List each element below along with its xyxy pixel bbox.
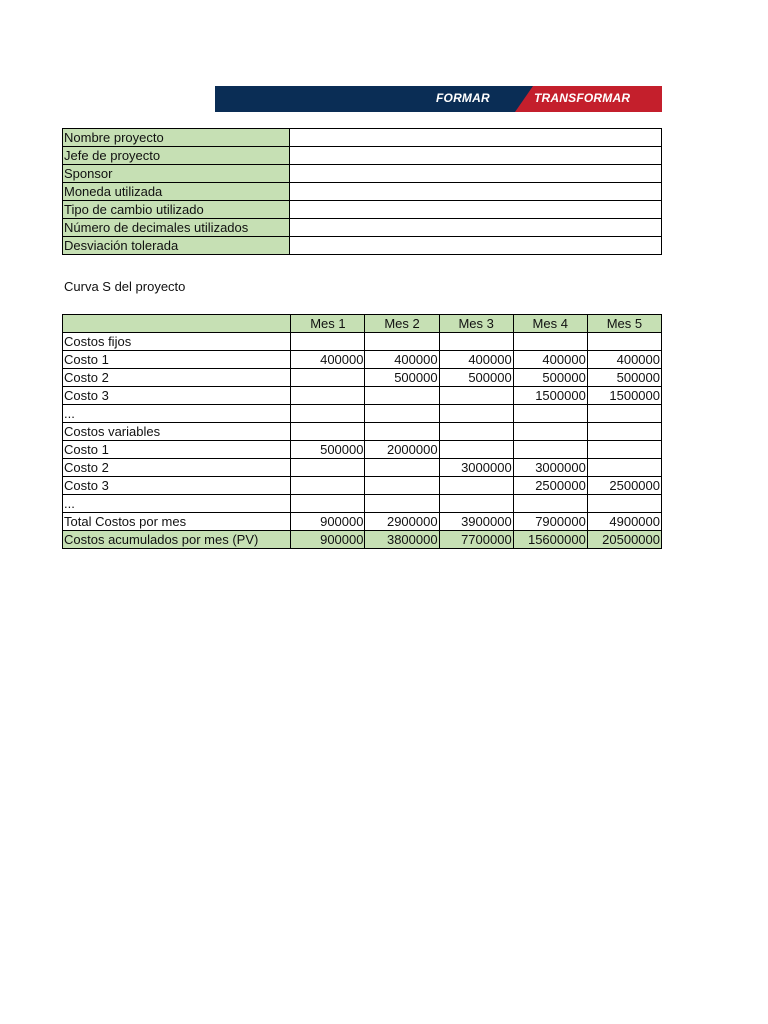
value-cell[interactable] (439, 405, 513, 423)
row-label-cell[interactable]: Costo 2 (63, 369, 291, 387)
value-cell[interactable]: 400000 (513, 351, 587, 369)
value-cell[interactable] (439, 495, 513, 513)
value-cell[interactable] (587, 333, 661, 351)
value-cell[interactable] (291, 423, 365, 441)
value-cell[interactable] (365, 459, 439, 477)
value-cell[interactable]: 4900000 (587, 513, 661, 531)
value-cell[interactable] (291, 459, 365, 477)
value-cell[interactable]: 7700000 (439, 531, 513, 549)
value-cell[interactable]: 400000 (365, 351, 439, 369)
info-row-jefe-de-proyecto (63, 147, 662, 165)
value-cell[interactable] (439, 423, 513, 441)
header-row (63, 315, 662, 333)
info-label: Nombre proyecto (63, 129, 290, 147)
value-cell[interactable]: 900000 (291, 531, 365, 549)
row-label-cell[interactable]: Total Costos por mes (63, 513, 291, 531)
info-row-nombre-proyecto (63, 129, 662, 147)
value-cell[interactable] (291, 387, 365, 405)
value-cell[interactable] (365, 405, 439, 423)
value-cell[interactable] (587, 495, 661, 513)
row-label-cell[interactable]: ... (63, 495, 291, 513)
row-label-cell[interactable]: Costo 2 (63, 459, 291, 477)
row-label-cell[interactable]: Costo 3 (63, 477, 291, 495)
month-header-cell: Mes 4 (513, 315, 587, 333)
value-cell[interactable] (291, 495, 365, 513)
value-cell[interactable] (513, 333, 587, 351)
row-label-cell[interactable]: ... (63, 405, 291, 423)
table-row (63, 441, 662, 459)
value-cell[interactable] (513, 441, 587, 459)
banner-formar-text: FORMAR (436, 91, 490, 105)
info-label: Tipo de cambio utilizado (63, 201, 290, 219)
info-value-cell[interactable] (290, 237, 662, 255)
value-cell[interactable]: 20500000 (587, 531, 661, 549)
value-cell[interactable] (365, 387, 439, 405)
row-label-cell[interactable]: Costos acumulados por mes (PV) (63, 531, 291, 549)
info-value-cell[interactable] (290, 147, 662, 165)
value-cell[interactable] (439, 477, 513, 495)
info-value-cell[interactable] (290, 201, 662, 219)
table-row (63, 531, 662, 549)
value-cell[interactable] (587, 405, 661, 423)
value-cell[interactable]: 7900000 (513, 513, 587, 531)
value-cell[interactable] (439, 441, 513, 459)
value-cell[interactable]: 1500000 (587, 387, 661, 405)
value-cell[interactable] (365, 495, 439, 513)
banner-transformar-text: TRANSFORMAR (534, 91, 631, 105)
table-row (63, 369, 662, 387)
value-cell[interactable]: 500000 (587, 369, 661, 387)
project-info-table (62, 128, 662, 255)
header-banner (215, 86, 662, 112)
table-row (63, 333, 662, 351)
table-row (63, 405, 662, 423)
value-cell[interactable]: 500000 (513, 369, 587, 387)
value-cell[interactable] (513, 405, 587, 423)
info-label: Jefe de proyecto (63, 147, 290, 165)
value-cell[interactable]: 500000 (291, 441, 365, 459)
value-cell[interactable] (291, 333, 365, 351)
info-row-tipo-de-cambio (63, 201, 662, 219)
month-header-cell: Mes 5 (587, 315, 661, 333)
value-cell[interactable] (291, 405, 365, 423)
value-cell[interactable]: 3000000 (439, 459, 513, 477)
section-title: Curva S del proyecto (64, 279, 186, 294)
info-label: Número de decimales utilizados (63, 219, 290, 237)
value-cell[interactable]: 400000 (291, 351, 365, 369)
row-label-cell[interactable]: Costo 3 (63, 387, 291, 405)
value-cell[interactable]: 2900000 (365, 513, 439, 531)
value-cell[interactable]: 3800000 (365, 531, 439, 549)
value-cell[interactable]: 2000000 (365, 441, 439, 459)
table-row (63, 513, 662, 531)
row-label-cell[interactable]: Costos variables (63, 423, 291, 441)
info-value-cell[interactable] (290, 165, 662, 183)
table-row (63, 495, 662, 513)
month-header-cell: Mes 3 (439, 315, 513, 333)
value-cell[interactable]: 2500000 (587, 477, 661, 495)
value-cell[interactable] (365, 333, 439, 351)
value-cell[interactable] (291, 477, 365, 495)
value-cell[interactable]: 400000 (439, 351, 513, 369)
table-row (63, 423, 662, 441)
row-label-cell[interactable]: Costo 1 (63, 441, 291, 459)
info-row-sponsor (63, 165, 662, 183)
table-row (63, 351, 662, 369)
value-cell[interactable] (439, 333, 513, 351)
value-cell[interactable]: 500000 (439, 369, 513, 387)
value-cell[interactable]: 400000 (587, 351, 661, 369)
info-value-cell[interactable] (290, 183, 662, 201)
info-label: Desviación tolerada (63, 237, 290, 255)
info-row-numero-decimales (63, 219, 662, 237)
header-corner-cell (63, 315, 291, 333)
value-cell[interactable] (587, 441, 661, 459)
info-row-desviacion-tolerada (63, 237, 662, 255)
info-label: Sponsor (63, 165, 290, 183)
info-value-cell[interactable] (290, 129, 662, 147)
value-cell[interactable] (291, 369, 365, 387)
value-cell[interactable]: 500000 (365, 369, 439, 387)
value-cell[interactable]: 900000 (291, 513, 365, 531)
value-cell[interactable]: 2500000 (513, 477, 587, 495)
month-header-cell: Mes 1 (291, 315, 365, 333)
value-cell[interactable]: 3900000 (439, 513, 513, 531)
s-curve-table (62, 314, 662, 549)
info-value-cell[interactable] (290, 219, 662, 237)
table-row (63, 477, 662, 495)
table-row (63, 387, 662, 405)
value-cell[interactable] (587, 459, 661, 477)
value-cell[interactable] (513, 495, 587, 513)
table-row (63, 459, 662, 477)
row-label-cell[interactable]: Costo 1 (63, 351, 291, 369)
info-row-moneda-utilizada (63, 183, 662, 201)
value-cell[interactable]: 15600000 (513, 531, 587, 549)
value-cell[interactable] (365, 477, 439, 495)
value-cell[interactable] (513, 423, 587, 441)
value-cell[interactable]: 3000000 (513, 459, 587, 477)
month-header-cell: Mes 2 (365, 315, 439, 333)
value-cell[interactable] (587, 423, 661, 441)
value-cell[interactable] (439, 387, 513, 405)
value-cell[interactable] (365, 423, 439, 441)
value-cell[interactable]: 1500000 (513, 387, 587, 405)
info-label: Moneda utilizada (63, 183, 290, 201)
row-label-cell[interactable]: Costos fijos (63, 333, 291, 351)
